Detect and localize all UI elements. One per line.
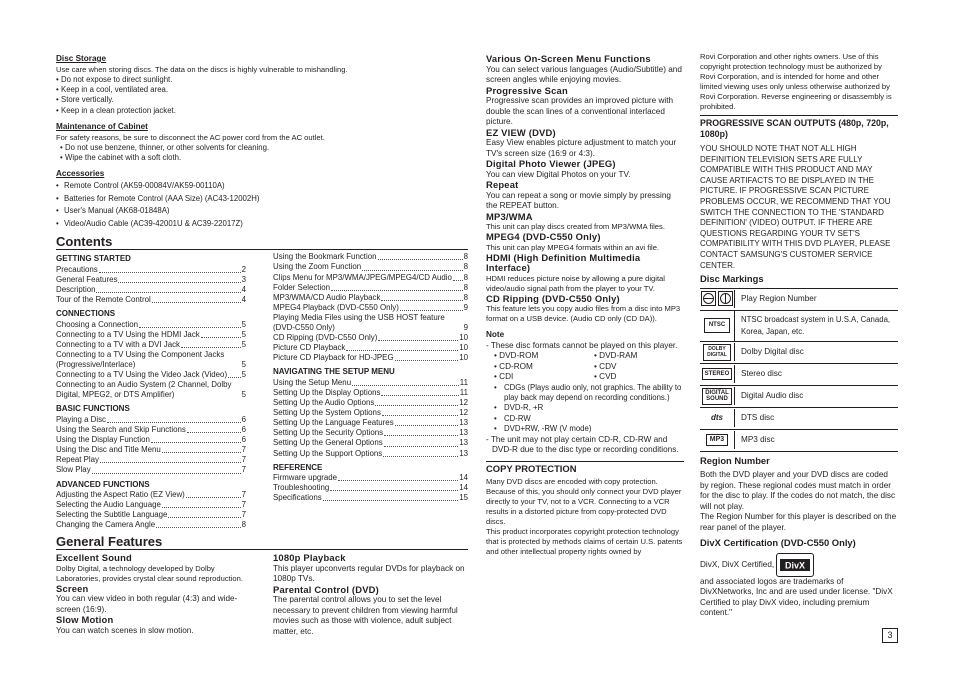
toc-entry[interactable] (56, 435, 246, 445)
table-row (700, 408, 898, 430)
note-line2: - The unit may not play certain CD-R, CD-RW and DVD-R due to the disc type or recording conditions. (486, 434, 679, 455)
contents-title: Contents (56, 234, 113, 250)
feature-title: Digital Photo Viewer (JPEG) (486, 158, 616, 169)
list-item: • DVD-RAM (594, 351, 638, 360)
column-right (700, 52, 898, 619)
table-row (700, 386, 898, 408)
feature-text: This feature lets you copy audio files from a disc into MP3 format on a USB device. (Audio CD only (CD DA)). (486, 304, 681, 323)
toc-column-right (273, 250, 468, 530)
toc-entry-title: Setting Up the General Options (273, 438, 383, 448)
toc-entry[interactable] (273, 303, 468, 313)
toc-entry-title: Setting Up the Language Features (273, 418, 394, 428)
table-row (700, 311, 898, 342)
feature-title: Progressive Scan (486, 84, 568, 96)
table-row (700, 289, 898, 311)
toc-page-number: 7 (241, 465, 246, 475)
copy-protection-p3: Rovi Corporation and other rights owners. Use of this copyright protection technology must be authorized by Rovi Corporation, and is intended for home and other limited viewing uses only unless otherwise authorized by Rovi Corporation. Reverse engineering or disassembly is prohibited. (700, 52, 892, 111)
note-list (486, 383, 684, 435)
toc-entry[interactable] (56, 490, 246, 500)
feature-text: Progressive scan provides an improved picture with double the scan lines of a conventional interlaced picture. (486, 96, 674, 126)
toc-entry[interactable] (273, 283, 468, 293)
list-item: • User's Manual (AK68-01848A) (56, 205, 468, 218)
disc-marking-label: Dolby Digital disc (734, 343, 898, 361)
toc-leader-dots (338, 480, 458, 481)
region-number-p1: Both the DVD player and your DVD discs are coded by region. These regional codes must match in order for the disc to play. If the codes do not match, the disc will not play. (700, 470, 896, 511)
feature-title: EZ VIEW (DVD) (486, 126, 556, 138)
toc-entry-title: Setting Up the Display Options (273, 387, 381, 397)
toc-entry-title: Using the Display Function (56, 435, 150, 445)
toc-entry[interactable] (273, 262, 468, 272)
dts-icon: dts (711, 412, 723, 422)
feature-title: Screen (56, 582, 89, 594)
toc-heading: BASIC FUNCTIONS (56, 404, 130, 414)
features-column-left (56, 550, 251, 637)
list-item: • Keep in a cool, ventilated area. (56, 85, 468, 95)
toc-entry-title: Selecting the Audio Language (56, 500, 161, 510)
column-left (56, 52, 468, 637)
toc-entry-title: Choosing a Connection (56, 319, 139, 329)
toc-leader-dots (346, 350, 458, 351)
stereo-icon: STEREO (700, 366, 734, 383)
table-of-contents (56, 250, 468, 530)
toc-page-number: 7 (241, 445, 246, 455)
toc-page-number: 5 (241, 339, 246, 349)
region-number-title: Region Number (700, 454, 770, 466)
toc-entry-title: Setting Up the Audio Options (273, 398, 375, 408)
general-features-title: General Features (56, 534, 163, 550)
toc-leader-dots (118, 282, 240, 283)
disc-marking-label: MP3 disc (734, 431, 898, 449)
disc-marking-label: NTSC broadcast system in U.S.A, Canada, Korea, Japan, etc. (734, 311, 898, 341)
toc-entry-title: Setting Up the Security Options (273, 428, 384, 438)
feature-text: You can select various languages (Audio/Subtitle) and screen angles while enjoying movies. (486, 64, 682, 84)
toc-leader-dots (139, 327, 241, 328)
toc-entry[interactable] (273, 313, 468, 333)
feature-text: This player upconverts regular DVDs for playback on 1080p TVs. (273, 563, 465, 584)
maintenance-heading: Maintenance of Cabinet (56, 122, 148, 132)
column-middle (486, 52, 684, 557)
toc-entry[interactable] (56, 265, 246, 275)
toc-entry[interactable] (56, 320, 246, 330)
disc-storage-list (56, 75, 468, 117)
feature-text: Easy View enables picture adjustment to match your TV's screen size (16:9 or 4:3). (486, 138, 677, 158)
feature-title: Excellent Sound (56, 552, 132, 564)
toc-entry[interactable] (273, 493, 468, 503)
feature-text: HDMI reduces picture noise by allowing a pure digital video/audio signal path from the player to your TV. (486, 273, 665, 293)
toc-entry[interactable] (56, 340, 246, 350)
toc-heading: ADVANCED FUNCTIONS (56, 479, 150, 489)
toc-page-number: 9 (463, 302, 468, 312)
toc-entry-title: Using the Zoom Function (273, 262, 362, 272)
toc-leader-dots (168, 517, 240, 518)
divx-line1: DivX, DivX Certified, (700, 559, 775, 569)
toc-entry[interactable] (273, 353, 468, 363)
toc-page-number: 11 (459, 387, 468, 397)
toc-page-number: 15 (459, 493, 468, 503)
note-title: Note (486, 330, 505, 339)
dolby-digital-icon: DOLBY DIGITAL (700, 342, 734, 363)
toc-entry-title: Setting Up the System Options (273, 408, 381, 418)
toc-page-number: 7 (241, 490, 246, 499)
disc-marking-label: Digital Audio disc (734, 387, 898, 405)
toc-leader-dots (383, 456, 458, 457)
toc-page-number: 8 (463, 262, 468, 272)
toc-leader-dots (352, 385, 459, 386)
toc-leader-dots (378, 340, 458, 341)
toc-leader-dots (330, 490, 458, 491)
toc-entry-title: Firmware upgrade (273, 473, 338, 483)
toc-entry[interactable] (56, 425, 246, 435)
toc-entry-title: Precautions (56, 264, 98, 274)
feature-text: You can view video in both regular (4:3) and wide-screen (16:9). (56, 594, 238, 614)
disc-storage-heading: Disc Storage (56, 54, 107, 63)
region-globe-icon (700, 289, 734, 309)
toc-page-number: 13 (459, 418, 468, 428)
toc-entry-title: Playing a Disc (56, 414, 106, 424)
list-item: • DVD+RW, -RW (V mode) (494, 424, 684, 434)
toc-entry[interactable] (56, 445, 246, 455)
toc-entry[interactable] (273, 408, 468, 418)
toc-page-number: 4 (241, 295, 246, 305)
toc-leader-dots (156, 527, 240, 528)
digital-sound-icon: DIGITAL SOUND (700, 386, 734, 407)
toc-entry[interactable] (56, 350, 246, 370)
toc-entry-title: Picture CD Playback (273, 343, 346, 353)
list-item: • Do not expose to direct sunlight. (56, 75, 468, 85)
divx-logo (776, 553, 814, 577)
toc-leader-dots (400, 310, 463, 311)
toc-leader-dots (375, 405, 458, 406)
toc-page-number: 12 (459, 398, 468, 408)
maintenance-intro: For safety reasons, be sure to disconnect the AC power cord from the AC outlet. (56, 132, 325, 142)
toc-entry-title: Using the Search and Skip Functions (56, 425, 186, 435)
toc-page-number: 8 (463, 282, 468, 292)
toc-leader-dots (382, 415, 458, 416)
toc-leader-dots (323, 500, 459, 501)
toc-page-number: 7 (241, 455, 246, 465)
divx-logo-text: DivX (785, 560, 806, 571)
toc-leader-dots (395, 360, 459, 361)
toc-entry[interactable] (56, 520, 246, 530)
toc-entry[interactable] (56, 285, 246, 295)
toc-page-number: 14 (459, 483, 468, 493)
toc-page-number: 8 (463, 272, 468, 282)
toc-entry-title: Slow Play (56, 465, 91, 475)
toc-entry[interactable] (273, 333, 468, 343)
toc-entry[interactable] (56, 415, 246, 425)
copy-protection-p2: This product incorporates copyright protection technology that is protected by methods claims of certain U.S. patents and other intellectual property rights owned by (486, 527, 683, 557)
list-item: • Wipe the cabinet with a soft cloth. (60, 153, 468, 163)
toc-entry[interactable] (273, 378, 468, 388)
disc-marking-label: DTS disc (734, 409, 898, 427)
feature-text: This unit can play discs created from MP3/WMA files. (486, 222, 665, 231)
toc-page-number: 10 (459, 343, 468, 353)
toc-page-number: 3 (241, 274, 246, 284)
toc-entry-title: Description (56, 285, 96, 294)
note-format-grid (486, 351, 684, 383)
toc-entry[interactable] (273, 418, 468, 428)
toc-entry-title: Connecting to a TV Using the Component Jacks (Progressive/Interlace) (56, 349, 225, 370)
toc-leader-dots (181, 347, 241, 348)
feature-text: This unit can play MPEG4 formats within an avi file. (486, 242, 660, 252)
list-item: • Keep in a clean protection jacket. (56, 106, 468, 116)
toc-entry-title: Picture CD Playback for HD-JPEG (273, 353, 394, 363)
copy-protection-title: COPY PROTECTION (486, 461, 684, 475)
list-item: • CDV (594, 361, 617, 371)
feature-title: HDMI (High Definition Multimedia Interface) (486, 251, 641, 273)
feature-title: Slow Motion (56, 614, 114, 626)
region-number-p2: The Region Number for this player is described on the rear panel of the player. (700, 512, 897, 532)
feature-text: You can view Digital Photos on your TV. (486, 169, 631, 179)
disc-markings-table (700, 288, 898, 452)
toc-entry-title: Connecting to an Audio System (2 Channel, Dolby Digital, MPEG2, or DTS Amplifier) (56, 380, 232, 400)
toc-entry[interactable] (56, 275, 246, 285)
toc-entry[interactable] (273, 449, 468, 459)
toc-page-number: 13 (459, 428, 468, 438)
toc-page-number: 10 (459, 353, 468, 363)
toc-page-number: 6 (241, 414, 246, 424)
toc-page-number: 5 (241, 329, 246, 339)
note-line1: - These disc formats cannot be played on this player. (486, 340, 678, 350)
list-item: • Do not use benzene, thinner, or other solvents for cleaning. (60, 143, 468, 153)
toc-entry-title: Connecting to a TV with a DVI Jack (56, 339, 180, 349)
toc-entry[interactable] (273, 273, 468, 283)
table-row (700, 342, 898, 364)
toc-leader-dots (100, 462, 241, 463)
divx-text (700, 553, 898, 619)
toc-column-left (56, 250, 246, 530)
feature-title: CD Ripping (DVD-C550 Only) (486, 292, 620, 304)
feature-text: The parental control allows you to set the level necessary to prevent children from viewing harmful movies such as those with violence, adult subject matter, etc. (273, 595, 458, 636)
toc-page-number: 13 (459, 448, 468, 458)
toc-entry[interactable] (273, 388, 468, 398)
toc-entry[interactable] (56, 465, 246, 475)
list-item: • Video/Audio Cable (AC39-42001U & AC39-22017Z) (56, 218, 468, 231)
toc-page-number: 7 (241, 510, 246, 520)
toc-leader-dots (381, 300, 462, 301)
feature-title: Parental Control (DVD) (273, 583, 379, 595)
disc-marking-label: Stereo disc (734, 365, 898, 383)
features-column-right (273, 550, 468, 637)
toc-page-number: 8 (241, 520, 246, 530)
toc-page-number: 11 (459, 377, 468, 387)
toc-page-number: 9 (463, 322, 468, 332)
toc-leader-dots (228, 377, 241, 378)
toc-entry-title: Using the Setup Menu (273, 377, 352, 387)
toc-page-number: 2 (241, 264, 246, 274)
toc-heading: CONNECTIONS (56, 309, 116, 319)
feature-text: You can watch scenes in slow motion. (56, 625, 194, 635)
progressive-outputs-title: PROGRESSIVE SCAN OUTPUTS (480p, 720p, 1080p) (700, 115, 898, 139)
toc-page-number: 12 (459, 408, 468, 418)
toc-entry[interactable] (273, 293, 468, 303)
toc-leader-dots (151, 442, 241, 443)
feature-title: Repeat (486, 179, 519, 190)
toc-entry[interactable] (273, 473, 468, 483)
toc-entry-title: Folder Selection (273, 282, 331, 292)
toc-page-number: 5 (241, 390, 246, 400)
page-number: 3 (882, 628, 898, 643)
toc-leader-dots (201, 337, 241, 338)
toc-entry-title: Changing the Camera Angle (56, 520, 156, 530)
toc-entry-title: Specifications (273, 493, 322, 503)
toc-leader-dots (378, 259, 463, 260)
toc-entry[interactable] (273, 438, 468, 448)
list-item: • DVD-R, +R (494, 403, 684, 413)
toc-leader-dots (162, 507, 241, 508)
toc-entry-title: Troubleshooting (273, 483, 330, 493)
toc-entry[interactable] (56, 380, 246, 400)
toc-entry[interactable] (56, 370, 246, 380)
toc-leader-dots (453, 280, 463, 281)
toc-leader-dots (107, 422, 241, 423)
list-item: • CDI (494, 372, 514, 381)
table-row (700, 430, 898, 452)
maintenance-section (56, 122, 468, 163)
toc-entry-title: Connecting to a TV Using the HDMI Jack (56, 329, 200, 339)
feature-title: MP3/WMA (486, 210, 533, 222)
toc-entry-title: Adjusting the Aspect Ratio (EZ View) (56, 490, 185, 499)
toc-entry-title: Using the Bookmark Function (273, 252, 377, 262)
toc-entry[interactable] (56, 330, 246, 340)
toc-entry-title: Connecting to a TV Using the Video Jack (Video) (56, 370, 228, 380)
toc-page-number: 6 (241, 425, 246, 435)
toc-leader-dots (381, 395, 458, 396)
general-features-body (56, 550, 468, 637)
toc-entry[interactable] (56, 455, 246, 465)
toc-entry[interactable] (273, 252, 468, 262)
toc-page-number: 4 (241, 285, 246, 294)
divx-title: DivX Certification (DVD-C550 Only) (700, 537, 856, 549)
toc-heading: REFERENCE (273, 462, 323, 472)
toc-entry-title: Clips Menu for MP3/WMA/JPEG/MPEG4/CD Audio (273, 272, 452, 282)
toc-leader-dots (395, 425, 459, 426)
disc-storage-section (56, 54, 468, 116)
toc-entry-title: MPEG4 Playback (DVD-C550 Only) (273, 302, 399, 312)
toc-page-number: 7 (241, 500, 246, 510)
list-item: • Batteries for Remote Control (AAA Size) (AC43-12002H) (56, 193, 468, 206)
list-item: • CDGs (Plays audio only, not graphics. The ability to play back may depend on recording conditions.) (494, 383, 684, 404)
toc-leader-dots (331, 290, 463, 291)
feature-text: Dolby Digital, a technology developed by Dolby Laboratories, provides crystal clear sound reproduction. (56, 563, 243, 583)
table-row (700, 364, 898, 386)
toc-entry-title: Setting Up the Support Options (273, 448, 383, 458)
toc-leader-dots (384, 446, 459, 447)
list-item: • Remote Control (AK59-00084V/AK59-00110A) (56, 180, 468, 193)
toc-entry-title: Using the Disc and Title Menu (56, 445, 161, 455)
toc-entry[interactable] (273, 428, 468, 438)
toc-leader-dots (99, 272, 241, 273)
toc-leader-dots (152, 302, 241, 303)
toc-entry-title: General Features (56, 274, 118, 284)
toc-page-number: 14 (459, 473, 468, 483)
toc-entry-title: Repeat Play (56, 455, 99, 465)
toc-page-number: 8 (463, 252, 468, 262)
copy-protection-p1: Many DVD discs are encoded with copy protection. Because of this, you should only connect your DVD player directly to your TV, not to a VCR. Connecting to a VCR results in a distorted picture from copy-protected DVD discs. (486, 477, 682, 527)
list-item: • Store vertically. (56, 95, 468, 105)
maintenance-list (56, 143, 468, 164)
toc-page-number: 8 (463, 292, 468, 302)
toc-entry-title: Selecting the Subtitle Language (56, 510, 168, 520)
disc-storage-intro: Use care when storing discs. The data on the discs is highly vulnerable to mishandling. (56, 64, 348, 74)
note-section (486, 330, 684, 456)
toc-page-number: 10 (459, 333, 468, 343)
toc-leader-dots (162, 452, 241, 453)
toc-entry[interactable] (273, 343, 468, 353)
toc-entry-title: MP3/WMA/CD Audio Playback (273, 292, 381, 302)
progressive-outputs-text: YOU SHOULD NOTE THAT NOT ALL HIGH DEFINITION TELEVISION SETS ARE FULLY COMPATIBLE WITH THIS PRODUCT AND MAY CAUSE ARTIFACTS TO BE DISPLAYED IN THE PICTURE. IF PROGRESSIVE SCAN PICTURE PROBLEMS OCCUR, WE RECOMMEND THAT YOU SWITCH THE CONNECTION TO THE 'STANDARD DEFINITION' (VIDEO) OUTPUT. IF THERE ARE QUESTIONS REGARDING YOUR TV SET'S COMPATIBILITY WITH THIS DVD PLAYER, PLEASE CONTACT SAMSUNG'S CUSTOMER SERVICE CENTER. (700, 144, 891, 270)
mp3-icon: MP3 (700, 432, 734, 449)
toc-leader-dots (96, 292, 240, 293)
toc-leader-dots (186, 497, 241, 498)
toc-entry[interactable] (273, 483, 468, 493)
toc-page-number: 5 (241, 319, 246, 329)
list-item: • CVD (594, 372, 617, 381)
features-list (486, 54, 684, 324)
toc-page-number: 13 (459, 438, 468, 448)
toc-page-number: 6 (241, 435, 246, 445)
toc-heading: NAVIGATING THE SETUP MENU (273, 367, 395, 377)
list-item: • DVD-ROM (494, 351, 539, 360)
toc-entry-title: Playing Media Files using the USB HOST feature (DVD-C550 Only) (273, 312, 445, 332)
toc-leader-dots (92, 473, 241, 474)
toc-leader-dots (187, 432, 241, 433)
feature-title: 1080p Playback (273, 552, 346, 564)
accessories-list (56, 180, 468, 230)
disc-markings-title: Disc Markings (700, 273, 764, 285)
toc-entry-title: CD Ripping (DVD-C550 Only) (273, 333, 378, 343)
toc-leader-dots (384, 435, 458, 436)
accessories-section (56, 169, 468, 230)
toc-entry[interactable] (273, 398, 468, 408)
toc-heading: GETTING STARTED (56, 254, 131, 264)
divx-rest: and associated logos are trademarks of DivXNetworks, Inc and are used under license. "DivX Certified to play DivX video, including premium content." (700, 576, 893, 618)
feature-title: Various On-Screen Menu Functions (486, 53, 651, 64)
toc-page-number: 5 (241, 360, 246, 370)
feature-text: You can repeat a song or movie simply by pressing the REPEAT button. (486, 190, 671, 210)
list-item: • CD-RW (494, 414, 684, 424)
toc-entry[interactable] (56, 500, 246, 510)
accessories-heading: Accessories (56, 169, 105, 179)
feature-title: MPEG4 (DVD-C550 Only) (486, 231, 601, 242)
disc-marking-label: Play Region Number (734, 290, 898, 308)
toc-leader-dots (362, 270, 462, 271)
toc-entry[interactable] (56, 510, 246, 520)
toc-entry[interactable] (56, 295, 246, 305)
toc-page-number: 5 (241, 370, 246, 380)
toc-entry-title: Tour of the Remote Control (56, 295, 151, 305)
list-item: • CD-ROM (494, 361, 533, 371)
ntsc-icon: NTSC (700, 316, 734, 335)
